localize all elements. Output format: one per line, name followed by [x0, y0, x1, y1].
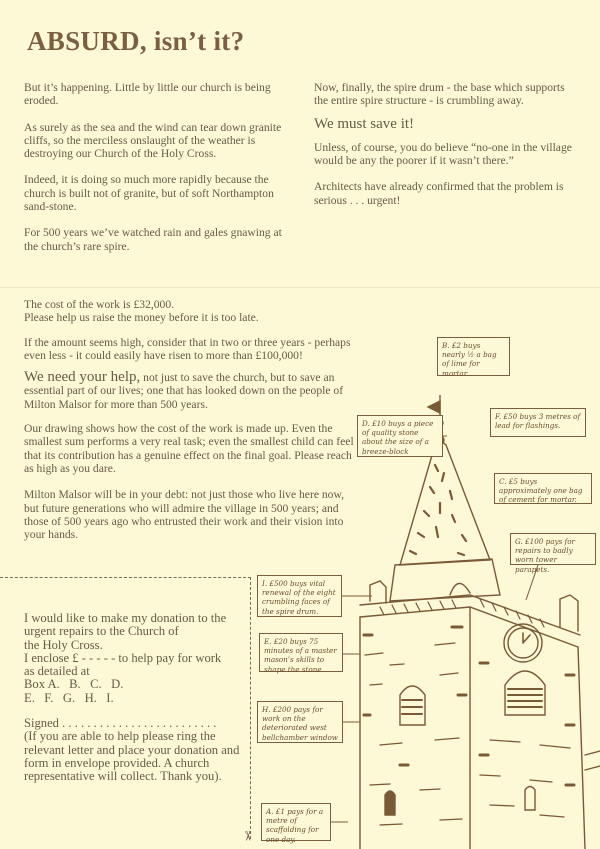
no-one-paragraph: Unless, of course, you do believe “no-one in the village would be any the poorer if it wasn’t there.” — [314, 140, 572, 168]
callout-box-c: C. £5 buys approximately one bag of cement for mortar. — [494, 473, 592, 504]
callout-box-i: I. £500 buys vital renewal of the eight crumbling faces of the spire drum. — [257, 575, 342, 617]
help-rest: not just to save the church, but to save an essential part of our lives; one that has looked down on the people of Milton Malsor for more than 500 years. — [24, 371, 344, 411]
box-options-row-2[interactable]: E. F. G. H. I. — [24, 690, 114, 705]
help-lead: We need your help, — [24, 369, 141, 386]
debt-paragraph: Milton Malsor will be in your debt: not just those who live here now, but future generations who will admire the village in 500 years; and those of 500 years ago who entrusted their work and their vision into your hands. — [24, 488, 344, 542]
form-line: I would like to make my donation to the — [24, 611, 227, 625]
scissors-icon: ✂ — [240, 830, 256, 842]
intro-paragraph: But it’s happening. Little by little our church is being eroded. — [24, 81, 271, 108]
architects-paragraph: Architects have already confirmed that the problem is serious . . . urgent! — [314, 180, 564, 207]
cliffs-paragraph: As surely as the sea and the wind can tear down granite cliffs, so the merciless onslaught of the weather is destroying our Church of the Holy Cross. — [24, 120, 282, 161]
spire-drum-paragraph: Now, finally, the spire drum - the base which supports the entire spire structure - is crumbling away. — [314, 81, 565, 108]
enclose-amount-field[interactable]: I enclose £ - - - - - to help pay for work — [24, 650, 222, 665]
drawing-paragraph: Our drawing shows how the cost of the work is made up. Even the smallest sum performs a very real task; even the smallest child can feel that its contribution has a genuine effect on the final goal. Please reach as high as you dare. — [24, 422, 354, 475]
callout-box-d: D. £10 buys a piece of quality stone about the size of a breeze-block — [357, 415, 443, 457]
form-note: (If you are able to help please ring the relevant letter and place your donation and form in envelope provided. A church representative will collect. Thank you). — [24, 729, 240, 784]
callout-box-f: F. £50 buys 3 metres of lead for flashings. — [490, 408, 586, 437]
form-line: urgent repairs to the Church of — [24, 624, 179, 639]
callout-box-h: H. £200 pays for work on the deteriorated west bellchamber window — [257, 701, 343, 743]
callout-box-g: G. £100 pays for repairs to badly worn tower parapets. — [510, 533, 596, 565]
save-it-heading: We must save it! — [314, 115, 415, 132]
form-line: as detailed at — [24, 664, 90, 679]
page-title: ABSURD, isn’t it? — [27, 26, 245, 56]
box-options-row-1[interactable]: Box A. B. C. D. — [24, 677, 124, 692]
signature-line[interactable]: Signed . . . . . . . . . . . . . . . . . . . . . . . . . — [24, 716, 217, 731]
raise-money-line: Please help us raise the money before it is too late. — [24, 311, 259, 325]
form-line: the Holy Cross. — [24, 637, 103, 652]
sandstone-paragraph: Indeed, it is doing so much more rapidly because the church is built not of granite, but of soft Northampton sand-stone. — [24, 173, 274, 214]
callout-box-b: B. £2 buys nearly ½ a bag of lime for mortar. — [437, 337, 510, 376]
cost-line: The cost of the work is £32,000. — [24, 298, 175, 311]
leader-g — [526, 565, 538, 600]
amount-paragraph: If the amount seems high, consider that in two or three years - perhaps even less - it could easily have risen to more than £100,000! — [24, 335, 351, 362]
callout-box-e: E. £20 buys 75 minutes of a master mason’s skills to shape the stone. — [259, 633, 343, 672]
spire-paragraph: For 500 years we’ve watched rain and gales gnawing at the church’s rare spire. — [24, 226, 282, 253]
callout-box-a: A. £1 pays for a metre of scaffolding for one day. — [261, 803, 331, 841]
